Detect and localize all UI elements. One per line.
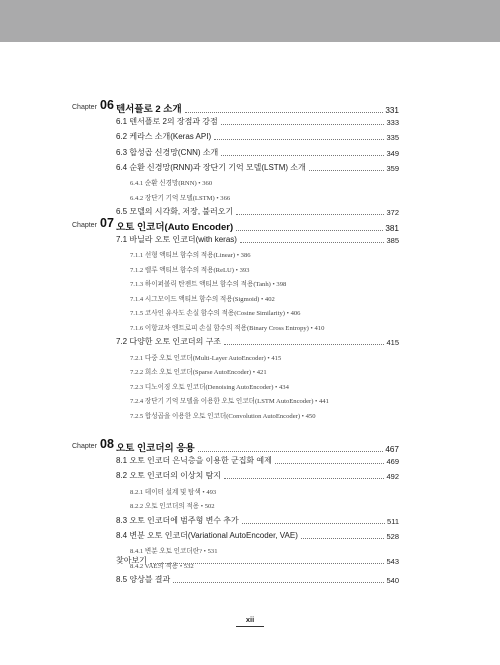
dot-leader — [150, 563, 385, 564]
page-ref: 372 — [386, 208, 399, 218]
section-title: 6.2 케라스 소개(Keras API) — [116, 132, 212, 142]
chapter-title-row[interactable] — [116, 219, 399, 233]
page-ref: 349 — [386, 148, 399, 158]
subsection-title: 7.1.6 이항교차 엔트로피 손실 함수의 적용(Binary Cross Entropy) • 410 — [130, 324, 325, 332]
toc-section-row[interactable] — [116, 131, 399, 142]
toc-subsection-row[interactable] — [130, 322, 500, 332]
toc-subsection-row[interactable] — [130, 278, 500, 288]
dot-leader — [240, 242, 385, 243]
toc-section-row[interactable] — [116, 515, 399, 526]
chapter-label: Chapter — [72, 443, 97, 450]
page-ref: 540 — [386, 576, 399, 586]
chapter-title: 오토 인코더(Auto Encoder) — [116, 222, 234, 233]
toc-subsection-row[interactable] — [130, 249, 500, 259]
page-ref: 359 — [386, 163, 399, 173]
toc-section-row[interactable] — [116, 455, 399, 466]
page-ref: 331 — [385, 106, 399, 115]
chapter-number: 07 — [100, 216, 114, 230]
index-title: 찾아보기 — [116, 556, 147, 565]
page-ref: 333 — [386, 118, 399, 127]
toc-section-row[interactable] — [116, 162, 399, 173]
toc-section-row[interactable] — [116, 470, 399, 481]
subsection-title: 8.4.2 VAE의 적용 • 532 — [130, 562, 194, 570]
page-ref: 385 — [386, 236, 399, 245]
page-ref: 492 — [386, 472, 399, 482]
toc-subsection-row[interactable] — [130, 395, 500, 405]
toc-section-row[interactable] — [116, 336, 399, 347]
section-title: 7.1 바닐라 오토 인코더(with keras) — [116, 235, 237, 244]
toc-subsection-row[interactable] — [130, 486, 500, 496]
subsection-title: 7.2.3 디노이징 오토 인코더(Denoising AutoEncoder) • 434 — [130, 383, 289, 391]
dot-leader — [221, 155, 384, 156]
toc-subsection-row[interactable] — [130, 366, 500, 376]
section-title: 8.3 오토 인코더에 범주형 변수 추가 — [116, 515, 239, 525]
chapter-title: 텐서플로 2 소개 — [116, 104, 182, 115]
chapter-title-row[interactable] — [116, 440, 399, 454]
toc-subsection-row[interactable] — [130, 500, 500, 510]
toc-section-row[interactable] — [116, 147, 399, 158]
dot-leader — [173, 582, 384, 583]
subsection-title: 7.1.3 하이퍼볼릭 탄젠트 액티브 함수의 적용(Tanh) • 398 — [130, 281, 287, 289]
section-title: 8.5 양상블 결과 — [116, 575, 171, 585]
subsection-title: 6.4.2 장단기 기억 모델(LSTM) • 366 — [130, 194, 231, 202]
toc-subsection-row[interactable] — [130, 293, 500, 303]
dot-leader — [221, 124, 385, 125]
dot-leader — [236, 230, 383, 231]
subsection-title: 6.4.1 순환 신경망(RNN) • 360 — [130, 180, 213, 188]
chapter-title: 오토 인코더의 응용 — [116, 443, 195, 454]
header-band — [0, 0, 500, 42]
dot-leader — [309, 170, 385, 171]
chapter-label: Chapter — [72, 222, 97, 229]
subsection-title: 7.1.4 시그모이드 액티브 함수의 적용(Sigmoid) • 402 — [130, 295, 275, 303]
dot-leader — [185, 112, 384, 113]
dot-leader — [301, 538, 385, 539]
toc-subsection-row[interactable] — [130, 264, 500, 274]
subsection-title: 7.1.2 렐루 액티브 함수의 적용(ReLU) • 393 — [130, 266, 250, 274]
section-title: 6.4 순환 신경망(RNN)과 장단기 기억 모델(LSTM) 소개 — [116, 162, 306, 172]
toc-section-row[interactable] — [116, 206, 399, 217]
chapter-number: 06 — [100, 98, 114, 112]
section-title: 6.1 텐서플로 2의 장점과 강점 — [116, 117, 218, 126]
page-ref: 543 — [386, 557, 399, 566]
section-title: 8.1 오토 인코더 은닉층을 이용한 군집화 예제 — [116, 456, 272, 465]
page-number: xii — [245, 615, 255, 624]
page-ref: 467 — [385, 445, 399, 454]
dot-leader — [214, 139, 384, 140]
page-ref: 469 — [386, 457, 399, 466]
subsection-title: 7.2.4 장단기 기억 모델을 이용한 오토 인코더(LSTM AutoEncoder) • 441 — [130, 398, 329, 406]
dot-leader — [224, 344, 384, 345]
dot-leader — [275, 463, 385, 464]
section-title: 7.2 다양한 오토 인코더의 구조 — [116, 337, 222, 347]
footer-rule — [236, 626, 264, 627]
toc-subsection-row[interactable] — [130, 410, 500, 420]
chapter-number: 08 — [100, 437, 114, 451]
chapter-label: Chapter — [72, 104, 97, 111]
toc-subsection-row[interactable] — [130, 192, 500, 202]
subsection-title: 7.2.1 다중 오토 인코더(Multi-Layer AutoEncoder) • 415 — [130, 354, 282, 362]
toc-section-row[interactable] — [116, 116, 399, 127]
subsection-title: 7.1.1 선형 액티브 함수의 적용(Linear) • 386 — [130, 252, 251, 260]
section-title: 6.5 모델의 시각화, 저장, 불러오기 — [116, 207, 234, 217]
subsection-title: 7.1.5 코사인 유사도 손실 함수의 적용(Cosine Similarity) • 406 — [130, 310, 301, 318]
dot-leader — [198, 451, 384, 452]
dot-leader — [224, 478, 384, 479]
dot-leader — [236, 214, 384, 215]
toc-subsection-row[interactable] — [130, 545, 500, 555]
index-row[interactable] — [116, 555, 399, 566]
section-title: 8.4 변분 오토 인코더(Variational AutoEncoder, VAE) — [116, 530, 298, 540]
subsection-title: 8.4.1 변분 오토 인코더란? • 531 — [130, 548, 218, 556]
section-title: 6.3 합성곱 신경망(CNN) 소개 — [116, 147, 219, 157]
toc-subsection-row[interactable] — [130, 352, 500, 362]
chapter-title-row[interactable] — [116, 101, 399, 115]
toc-section-row[interactable] — [116, 574, 399, 585]
section-title: 8.2 오토 인코더의 이상치 탐지 — [116, 471, 222, 481]
page-ref: 335 — [386, 133, 399, 143]
toc-subsection-row[interactable] — [130, 177, 500, 187]
page-ref: 381 — [385, 224, 399, 233]
subsection-title: 7.2.5 합성곱을 이용한 오토 인코더(Convolution AutoEncoder) • 450 — [130, 412, 316, 420]
subsection-title: 8.2.2 오토 인코더의 적용 • 502 — [130, 503, 215, 511]
page-ref: 415 — [386, 338, 399, 348]
dot-leader — [242, 523, 385, 524]
subsection-title: 7.2.2 희소 오토 인코더(Sparse AutoEncoder) • 421 — [130, 369, 267, 377]
toc-section-row[interactable] — [116, 234, 399, 245]
toc-section-row[interactable] — [116, 530, 399, 541]
page-ref: 528 — [386, 531, 399, 541]
toc-subsection-row[interactable] — [130, 307, 500, 317]
toc-subsection-row[interactable] — [130, 381, 500, 391]
subsection-title: 8.2.1 데이터 설계 및 탐색 • 493 — [130, 488, 217, 496]
page-ref: 511 — [387, 516, 399, 526]
